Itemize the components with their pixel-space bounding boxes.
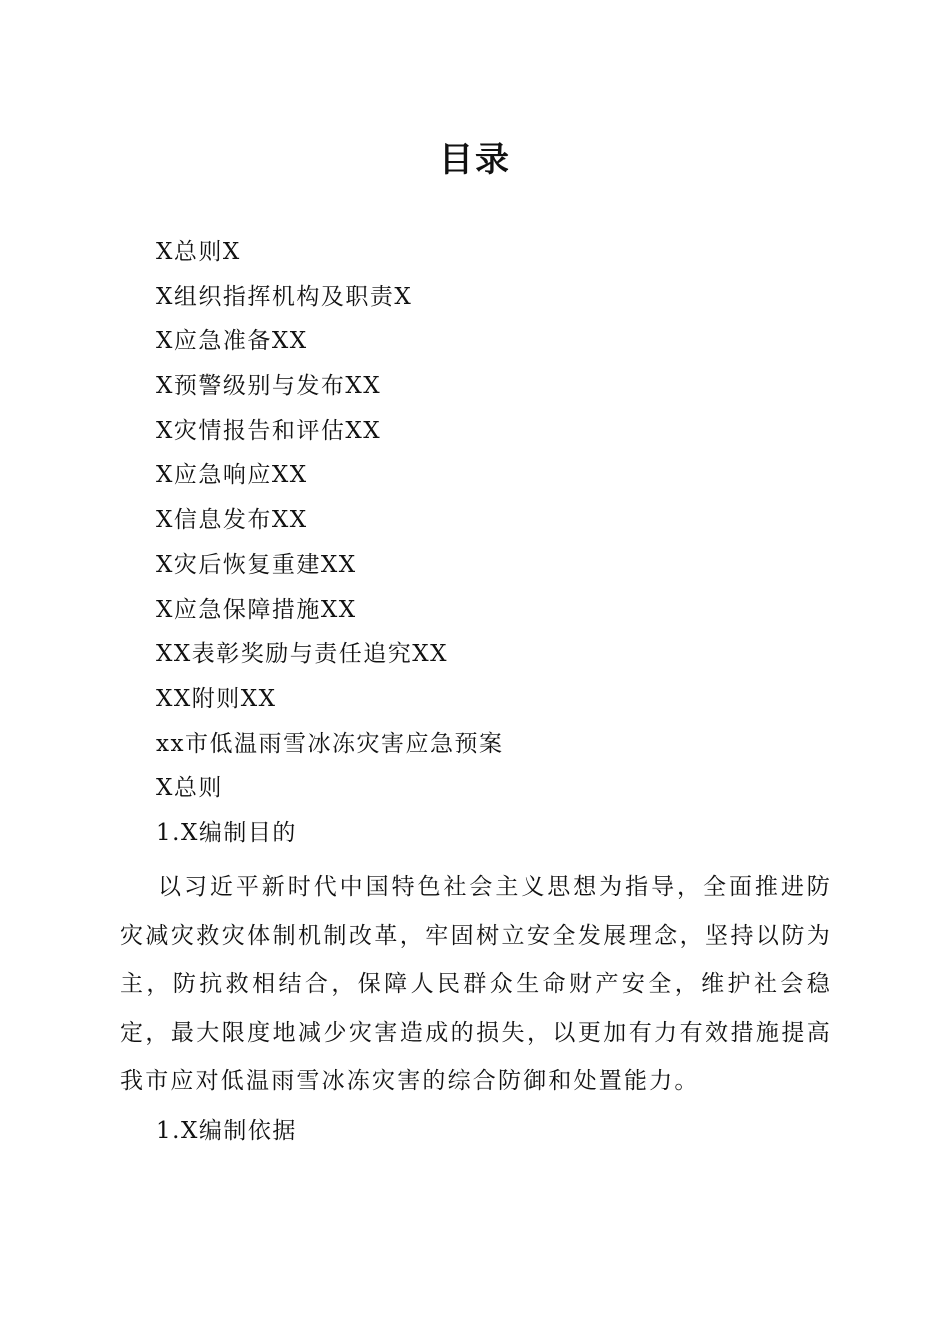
- subsection-heading: 1.X编制目的: [156, 819, 297, 846]
- toc-item: X应急准备XX: [156, 328, 308, 355]
- toc-item: X应急保障措施XX: [156, 596, 357, 623]
- document-body: [120, 766, 832, 1154]
- subsection-heading: 1.X编制依据: [156, 1118, 297, 1145]
- toc-item: X灾情报告和评估XX: [156, 417, 382, 444]
- toc-item: X灾后恢复重建XX: [156, 551, 357, 578]
- page-title: 目录: [439, 140, 511, 180]
- toc-item: XX附则XX: [156, 685, 277, 712]
- toc-item: XX表彰奖励与责任追究XX: [156, 641, 448, 668]
- toc-item: X信息发布XX: [156, 507, 308, 534]
- toc-item: X组织指挥机构及职责X: [156, 283, 413, 310]
- toc-item: X总则X: [156, 239, 241, 265]
- toc-item: X预警级别与发布XX: [156, 373, 382, 400]
- toc-item: X应急响应XX: [156, 462, 308, 489]
- section-heading: X总则: [156, 775, 223, 801]
- body-paragraph: 以习近平新时代中国特色社会主义思想为指导，全面推进防灾减灾救灾体制机制改革，牢固树立安全发展理念，坚持以防为主，防抗救相结合，保障人民群众生命财产安全，维护社会稳定，最大限度地减少灾害造成的损失，以更加有力有效措施提高我市应对低温雨雪冰冻灾害的综合防御和处置能力。: [120, 874, 832, 1094]
- plan-title: xx市低温雨雪冰冻灾害应急预案: [156, 730, 504, 757]
- table-of-contents: [156, 230, 856, 766]
